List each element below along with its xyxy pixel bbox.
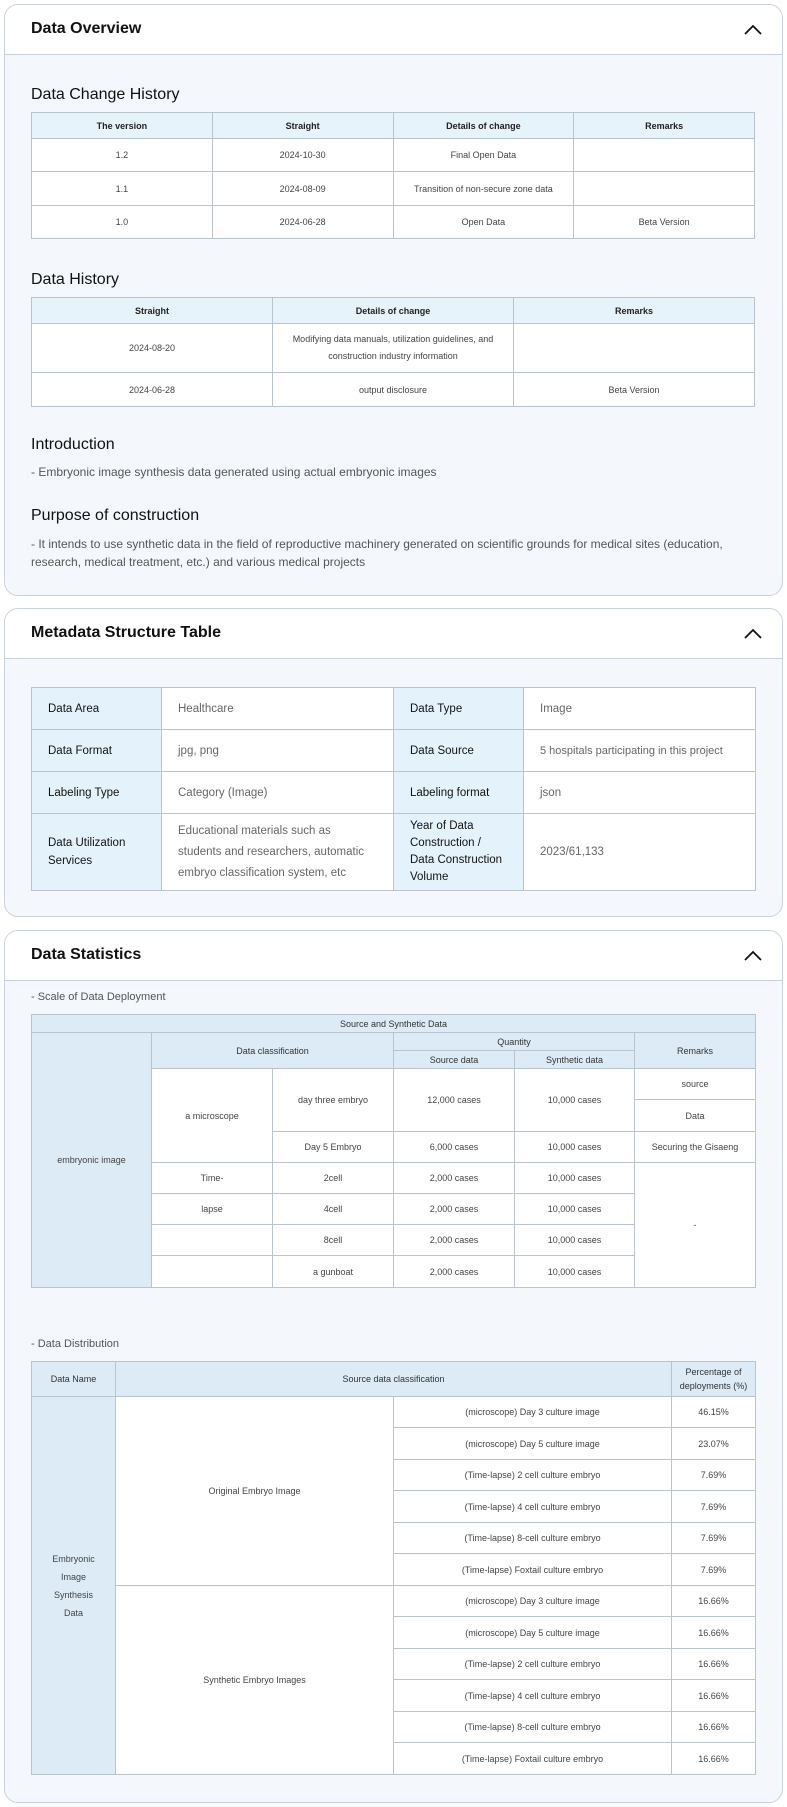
scale-table <box>31 1014 756 1288</box>
table-row: Time- 2cell 2,000 cases 10,000 cases - <box>32 1163 756 1194</box>
table-row: lapse 4cell 2,000 cases 10,000 cases <box>32 1194 756 1225</box>
table-row: a gunboat 2,000 cases 10,000 cases <box>32 1256 756 1288</box>
table-row: Labeling Type Category (Image) Labeling format json <box>32 772 756 814</box>
purpose-text: - It intends to use synthetic data in the field of reproductive machinery generated on scientific grounds for medical sites (education, research, medical treatment, etc.) and various medical projects <box>31 537 723 569</box>
table-header: The version <box>32 113 213 139</box>
table-header: Remarks <box>635 1033 756 1069</box>
table-header: Details of change <box>273 298 514 324</box>
table-row: (microscope) Day 5 culture image 23.07% <box>32 1428 756 1460</box>
introduction-heading: Introduction <box>31 436 115 453</box>
data-name-cell: Embryonic Image Synthesis Data <box>32 1397 116 1775</box>
table-row: (Time-lapse) 4 cell culture embryo 16.66% <box>32 1680 756 1712</box>
panel-title: Data Statistics <box>31 946 142 963</box>
group-label: embryonic image <box>32 1033 152 1288</box>
table-header: Remarks <box>514 298 755 324</box>
panel-title: Metadata Structure Table <box>31 624 221 641</box>
table-row: Data Utilization Services Educational materials such as students and researchers, automatic embryo classification system, etc Year of Data Construction / Data Construction Volume 2023/61,133 <box>32 814 756 891</box>
table-header: Source and Synthetic Data <box>32 1015 756 1033</box>
table-row: (microscope) Day 5 culture image 16.66% <box>32 1617 756 1649</box>
data-history-heading: Data History <box>31 271 120 288</box>
table-header: Quantity <box>394 1033 635 1051</box>
table-header: Percentage of deployments (%) <box>672 1362 756 1397</box>
table-header: Straight <box>212 113 393 139</box>
table-header: Details of change <box>393 113 574 139</box>
statistics-header[interactable] <box>5 931 782 981</box>
table-row: Day 5 Embryo 6,000 cases 10,000 cases Securing the Gisaeng <box>32 1132 756 1163</box>
table-row: Data Format jpg, png Data Source 5 hospitals participating in this project <box>32 730 756 772</box>
table-row: (Time-lapse) 8-cell culture embryo 16.66% <box>32 1712 756 1743</box>
table-row: 1.2 2024-10-30 Final Open Data <box>32 139 755 172</box>
table-header: Source data <box>394 1051 515 1069</box>
change-history-heading: Data Change History <box>31 86 180 103</box>
table-row: Data <box>32 1100 756 1132</box>
distribution-label: - Data Distribution <box>31 1338 120 1350</box>
chevron-up-icon[interactable] <box>742 19 764 41</box>
statistics-panel <box>4 930 783 1803</box>
introduction-text: - Embryonic image synthesis data generated using actual embryonic images <box>31 465 437 479</box>
data-overview-header[interactable] <box>5 5 782 55</box>
table-row: (Time-lapse) 8-cell culture embryo 7.69% <box>32 1523 756 1554</box>
purpose-heading: Purpose of construction <box>31 507 200 524</box>
data-overview-panel <box>4 4 783 596</box>
chevron-up-icon[interactable] <box>742 623 764 645</box>
table-header: Remarks <box>574 113 755 139</box>
scale-label: - Scale of Data Deployment <box>31 991 166 1003</box>
table-header: Synthetic data <box>515 1051 635 1069</box>
table-row: 2024-08-20 Modifying data manuals, utilization guidelines, and construction industry information <box>32 324 755 373</box>
panel-title: Data Overview <box>31 20 142 37</box>
table-row: a microscope day three embryo 12,000 cases 10,000 cases source <box>32 1069 756 1100</box>
table-row: 2024-06-28 output disclosure Beta Version <box>32 373 755 407</box>
change-history-table <box>31 112 755 239</box>
table-row: (Time-lapse) 2 cell culture embryo 7.69% <box>32 1460 756 1491</box>
table-row: (Time-lapse) 4 cell culture embryo 7.69% <box>32 1491 756 1523</box>
table-row: 1.0 2024-06-28 Open Data Beta Version <box>32 206 755 239</box>
metadata-panel <box>4 608 783 917</box>
table-row: (Time-lapse) 2 cell culture embryo 16.66% <box>32 1649 756 1680</box>
table-header: Data classification <box>152 1033 394 1069</box>
metadata-header[interactable] <box>5 609 782 659</box>
table-row: Synthetic Embryo Images (microscope) Day 3 culture image 16.66% <box>32 1586 756 1617</box>
table-header: Source data classification <box>116 1362 672 1397</box>
table-row: (Time-lapse) Foxtail culture embryo 16.66% <box>32 1743 756 1775</box>
table-header: Straight <box>32 298 273 324</box>
table-row: Data Area Healthcare Data Type Image <box>32 688 756 730</box>
table-header: Data Name <box>32 1362 116 1397</box>
chevron-up-icon[interactable] <box>742 945 764 967</box>
table-row: 1.1 2024-08-09 Transition of non-secure zone data <box>32 172 755 206</box>
metadata-table <box>31 687 756 891</box>
distribution-table <box>31 1361 756 1775</box>
table-row: Embryonic Image Synthesis Data Original Embryo Image (microscope) Day 3 culture image 46.15% <box>32 1397 756 1428</box>
data-history-table <box>31 297 755 407</box>
table-row: (Time-lapse) Foxtail culture embryo 7.69% <box>32 1554 756 1586</box>
table-row: 8cell 2,000 cases 10,000 cases <box>32 1225 756 1256</box>
